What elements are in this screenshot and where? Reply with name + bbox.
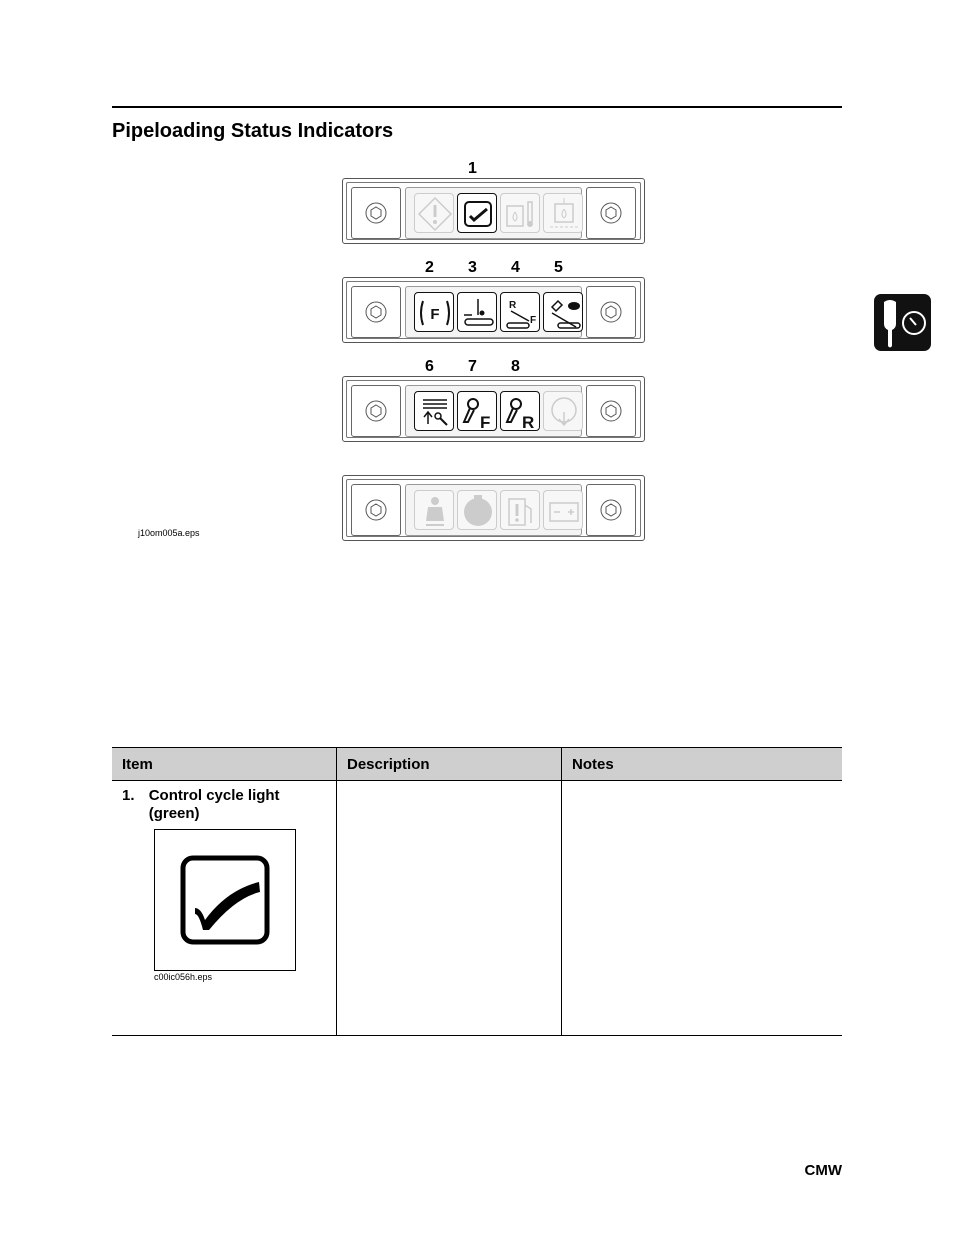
indicator-panel-2 (342, 277, 645, 343)
knob-left-icon (351, 286, 401, 338)
header-rule (112, 106, 842, 108)
notes-cell (562, 781, 843, 1036)
knob-left-icon (351, 484, 401, 536)
drain-icon (543, 391, 583, 431)
indicator-number-3: 3 (468, 259, 477, 276)
section-tab-icon (874, 294, 931, 351)
page-title: Pipeloading Status Indicators (112, 120, 394, 142)
knob-right-icon (586, 286, 636, 338)
float-icon (414, 292, 454, 332)
rotate-r-letter: R (509, 300, 517, 311)
rotate-forward-icon (500, 292, 540, 332)
check-icon (457, 193, 497, 233)
col-header-description: Description (337, 748, 562, 781)
indicator-number-2: 2 (425, 259, 434, 276)
fuel-icon (500, 490, 540, 530)
fluid-level-icon (543, 193, 583, 233)
indicator-panel-4 (342, 475, 645, 541)
knob-left-icon (351, 187, 401, 239)
float-letter: F (430, 306, 440, 323)
table-row (112, 781, 842, 1036)
item-figure-label: c00ic056h.eps (154, 972, 213, 982)
status-table (112, 747, 842, 1036)
indicator-number-7: 7 (468, 358, 477, 375)
wrench-forward-icon (457, 391, 497, 431)
reverse-letter: R (522, 413, 535, 432)
forward-letter: F (480, 413, 491, 432)
indicator-number-4: 4 (511, 259, 520, 276)
knob-right-icon (586, 187, 636, 239)
knob-right-icon (586, 484, 636, 536)
engine-icon (457, 490, 497, 530)
indicator-number-5: 5 (554, 259, 563, 276)
item-title: Control cycle light (green) (148, 787, 280, 822)
col-header-item: Item (112, 748, 337, 781)
knob-right-icon (586, 385, 636, 437)
fluid-temperature-icon (500, 193, 540, 233)
warning-icon (414, 193, 454, 233)
indicator-number-8: 8 (511, 358, 520, 375)
figure-label: j10om005a.eps (138, 528, 200, 538)
pipe-retract-icon (543, 292, 583, 332)
footer-label: CMW (804, 1162, 842, 1179)
item-cell (112, 781, 337, 1036)
control-cycle-check-icon (154, 829, 296, 971)
knob-left-icon (351, 385, 401, 437)
wrench-reverse-icon (500, 391, 540, 431)
indicator-panel-1 (342, 178, 645, 244)
rotate-f-letter: F (530, 315, 537, 326)
col-header-notes: Notes (562, 748, 843, 781)
seatbelt-icon (414, 490, 454, 530)
item-number: 1. (122, 787, 135, 804)
indicator-number-6: 6 (425, 358, 434, 375)
raise-wrench-icon (414, 391, 454, 431)
indicator-number-1: 1 (468, 160, 477, 177)
battery-icon (543, 490, 583, 530)
indicator-panel-3 (342, 376, 645, 442)
pipe-loader-icon (457, 292, 497, 332)
description-cell (337, 781, 562, 1036)
